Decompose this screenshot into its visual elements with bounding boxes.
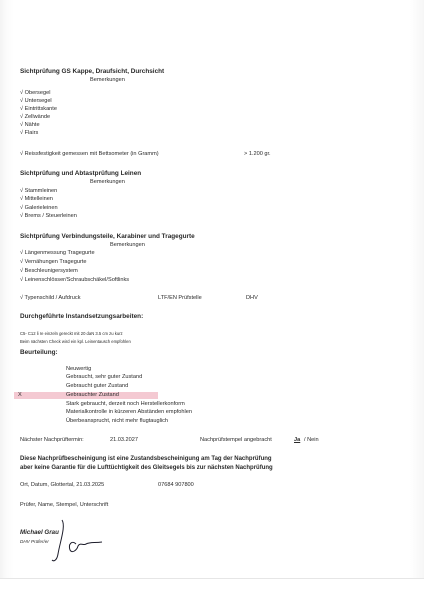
pruefer-label: Prüfer, Name, Stempel, Unterschrift (20, 502, 109, 508)
verb-item: √ Vernähungen Tragegurte (20, 259, 87, 265)
certification-line: aber keine Garantie für die Lufttüchtigkeit des Gleitsegels bis zur nächsten Nachprüfung (20, 465, 273, 471)
beurteilung-option: Überbeansprucht, nicht mehr flugtauglich (66, 418, 168, 424)
beurteilung-option: Stark gebraucht, derzeit noch Herstellerkonform (66, 401, 185, 407)
kappe-item: √ Nähte (20, 122, 40, 128)
beurteilung-option: Materialkontrolle in kürzeren Abständen empfohlen (66, 409, 192, 415)
kappe-item: √ Flairs (20, 130, 39, 136)
ltf-value: DHV (246, 295, 258, 301)
signer-title: DHV Prüfer/er (20, 539, 49, 544)
verb-item: √ Leinenschlösser/Schraubschäkel/Softlinks (20, 277, 130, 283)
stempel-label: Nachprüfstempel angebracht (200, 437, 272, 443)
stempel-ja: Ja (294, 437, 301, 443)
beurteilung-heading: Beurteilung: (20, 349, 58, 356)
leinen-item: √ Brems / Steuerleinen (20, 213, 77, 219)
beurteilung-option-selected: Gebrauchter Zustand (66, 392, 119, 398)
verb-bemerkungen: Bemerkungen (110, 242, 145, 248)
instandsetzung-line: Beim nächsten Check wird ein kpl. Leinentausch empfohlen (20, 339, 131, 344)
reiss-value: > 1.200 gr. (244, 151, 271, 157)
kappe-bemerkungen: Bemerkungen (90, 77, 125, 83)
leinen-bemerkungen: Bemerkungen (90, 179, 125, 185)
certification-line: Diese Nachprüfbescheinigung ist eine Zustandsbescheinigung am Tag der Nachprüfung (20, 456, 272, 462)
kappe-item: √ Obersegel (20, 90, 51, 96)
beurteilung-option: Neuwertig (66, 366, 92, 372)
kappe-heading: Sichtprüfung GS Kappe, Draufsicht, Durchsicht (20, 68, 165, 75)
page-bottom-edge (0, 578, 424, 601)
verb-item: √ Längenmessung Tragegurte (20, 250, 95, 256)
leinen-item: √ Stammleinen (20, 188, 58, 194)
ort-datum: Ort, Datum, Glottertal, 21.03.2025 (20, 482, 105, 488)
selection-mark: X (18, 392, 22, 398)
kappe-item: √ Eintrittskante (20, 106, 57, 112)
instandsetzung-line: C5- C12 li re einzeln gereckt mit 20 daN 3.5 cm zu kurz (20, 331, 123, 336)
beurteilung-option: Gebraucht, sehr guter Zustand (66, 374, 143, 380)
phone-number: 07684 907800 (158, 482, 194, 488)
instandsetzung-heading: Durchgeführte Instandsetzungsarbeiten: (20, 313, 144, 320)
naechster-label: Nächster Nachprüftermin: (20, 437, 84, 443)
ltf-label: LTF/EN Prüfstelle (158, 295, 202, 301)
leinen-item: √ Galerieleinen (20, 205, 58, 211)
leinen-item: √ Mittelleinen (20, 196, 53, 202)
kappe-item: √ Untersegel (20, 98, 52, 104)
verb-item: √ Beschleunigersystem (20, 268, 78, 274)
signer-name: Michael Grau (20, 529, 59, 536)
kappe-item: √ Zellwände (20, 114, 51, 120)
typenschild-label: √ Typenschild / Aufdruck (20, 295, 81, 301)
beurteilung-option: Gebraucht guter Zustand (66, 383, 129, 389)
leinen-heading: Sichtprüfung und Abtastprüfung Leinen (20, 170, 142, 177)
reiss-label: √ Reissfestigkeit gemessen mit Bettsometer (in Gramm) (20, 151, 159, 157)
stempel-nein: / Nein (304, 437, 319, 443)
naechster-date: 21.03.2027 (110, 437, 138, 443)
verb-heading: Sichtprüfung Verbindungsteile, Karabiner und Tragegurte (20, 233, 195, 240)
